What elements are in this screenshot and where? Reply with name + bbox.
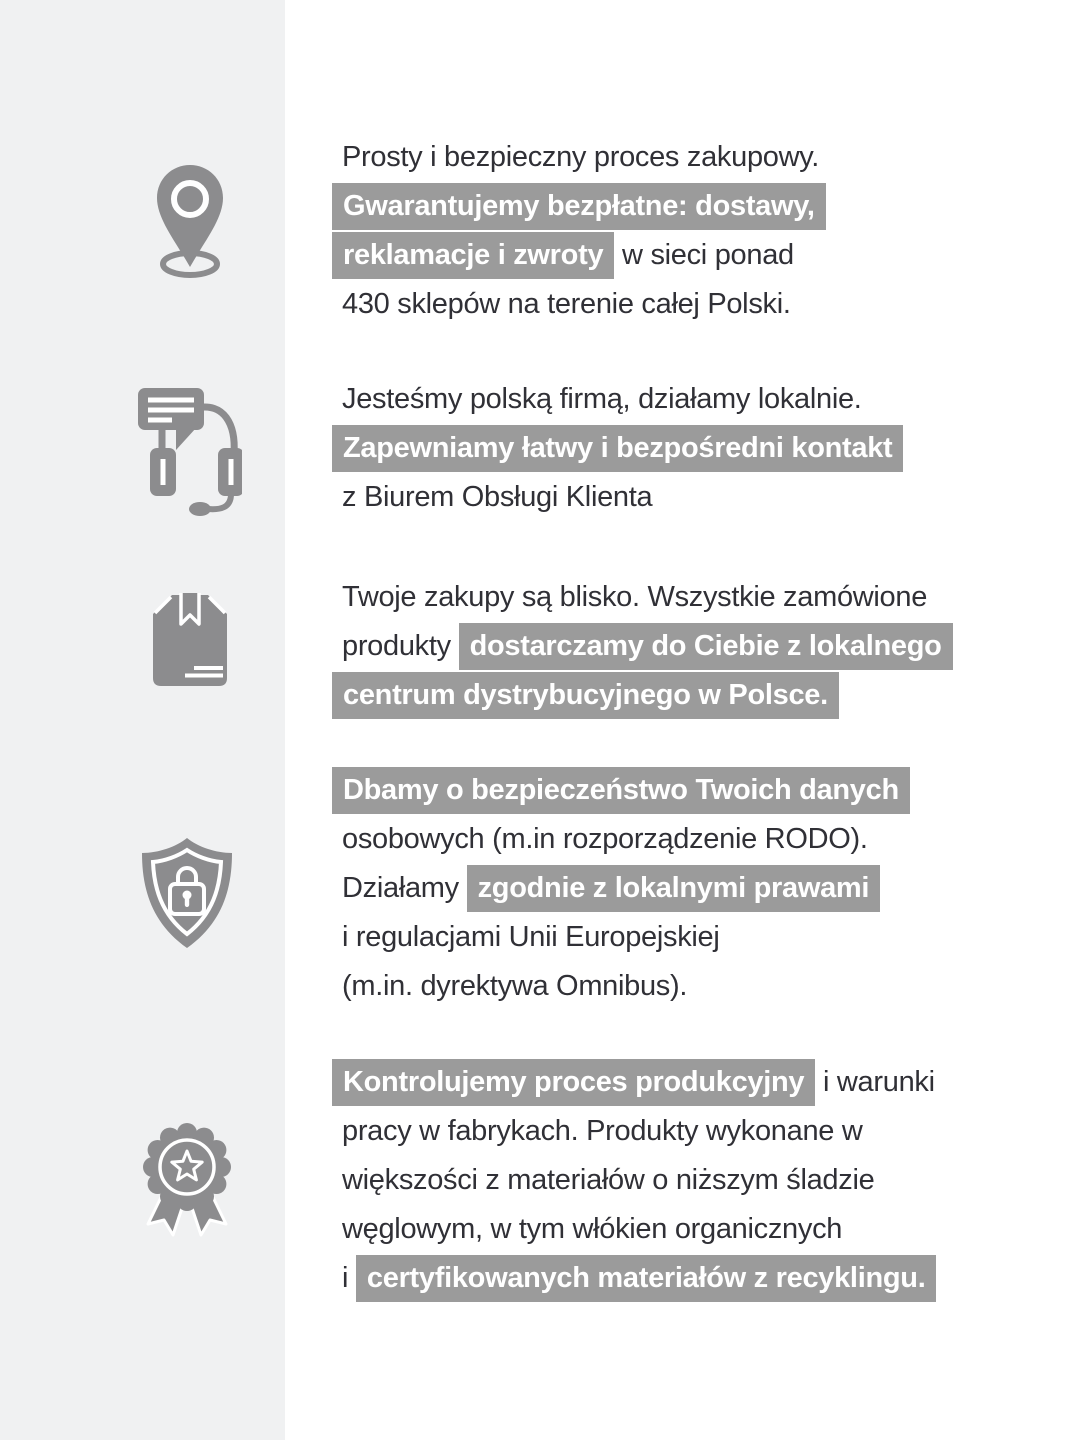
highlighted-text: Zapewniamy łatwy i bezpośredni kontakt xyxy=(332,425,903,472)
text-line xyxy=(332,1156,1062,1205)
text-line xyxy=(332,913,1062,962)
text-line xyxy=(332,375,1062,424)
text-line xyxy=(332,1254,1062,1303)
text-segment: (m.in. dyrektywa Omnibus). xyxy=(342,970,688,1002)
highlighted-text: Kontrolujemy proces produkcyjny xyxy=(332,1059,815,1106)
section-local-company-contact xyxy=(332,375,1062,522)
shield-lock-icon xyxy=(132,834,242,954)
text-line xyxy=(332,231,1062,280)
text-line xyxy=(332,424,1062,473)
text-line xyxy=(332,280,1062,329)
text-segment: z Biurem Obsługi Klienta xyxy=(342,481,653,513)
text-line xyxy=(332,962,1062,1011)
text-line xyxy=(332,671,1062,720)
package-icon xyxy=(145,590,235,695)
text-segment: 430 sklepów na terenie całej Polski. xyxy=(342,288,791,320)
location-pin-icon xyxy=(140,163,240,283)
text-segment: Prosty i bezpieczny proces zakupowy. xyxy=(342,141,820,173)
text-line xyxy=(332,182,1062,231)
highlighted-text: zgodnie z lokalnymi prawami xyxy=(467,865,881,912)
section-data-security xyxy=(332,766,1062,1011)
highlighted-text: certyfikowanych materiałów z recyklingu. xyxy=(356,1255,937,1302)
text-segment: większości z materiałów o niższym śladzie xyxy=(342,1164,875,1196)
section-local-delivery xyxy=(332,573,1062,720)
text-segment: pracy w fabrykach. Produkty wykonane w xyxy=(342,1115,863,1147)
text-segment: produkty xyxy=(342,630,459,662)
text-line xyxy=(332,1058,1062,1107)
text-segment: Jesteśmy polską firmą, działamy lokalnie. xyxy=(342,383,862,415)
highlighted-text: Gwarantujemy bezpłatne: dostawy, xyxy=(332,183,826,230)
text-line xyxy=(332,1205,1062,1254)
award-badge-icon xyxy=(132,1117,242,1242)
section-production-quality xyxy=(332,1058,1062,1303)
text-line xyxy=(332,573,1062,622)
text-line xyxy=(332,1107,1062,1156)
text-segment: i warunki xyxy=(815,1066,935,1098)
text-line xyxy=(332,766,1062,815)
text-line xyxy=(332,133,1062,182)
text-segment: i regulacjami Unii Europejskiej xyxy=(342,921,720,953)
highlighted-text: reklamacje i zwroty xyxy=(332,232,614,279)
support-headset-chat-icon xyxy=(132,382,242,517)
highlighted-text: dostarczamy do Ciebie z lokalnego xyxy=(459,623,953,670)
text-line xyxy=(332,864,1062,913)
section-shopping-process xyxy=(332,133,1062,329)
text-segment: i xyxy=(342,1262,356,1294)
text-segment: osobowych (m.in rozporządzenie RODO). xyxy=(342,823,868,855)
highlighted-text: Dbamy o bezpieczeństwo Twoich danych xyxy=(332,767,910,814)
text-line xyxy=(332,473,1062,522)
text-segment: Działamy xyxy=(342,872,467,904)
text-segment: Twoje zakupy są blisko. Wszystkie zamówione xyxy=(342,581,928,613)
text-line xyxy=(332,815,1062,864)
text-segment: węglowym, w tym włókien organicznych xyxy=(342,1213,843,1245)
highlighted-text: centrum dystrybucyjnego w Polsce. xyxy=(332,672,839,719)
text-segment: w sieci ponad xyxy=(614,239,794,271)
text-line xyxy=(332,622,1062,671)
